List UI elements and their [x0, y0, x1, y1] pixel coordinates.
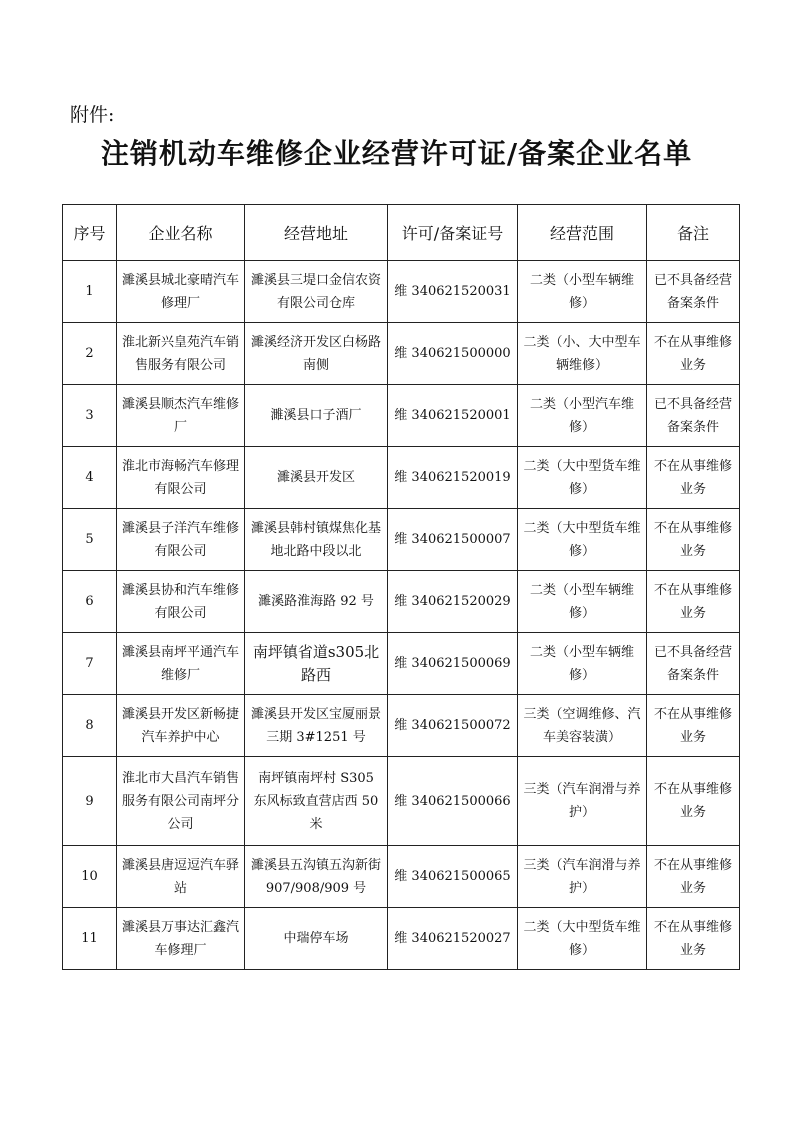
cell-name: 濉溪县开发区新畅捷汽车养护中心 [117, 695, 245, 757]
cell-name: 淮北市海畅汽车修理有限公司 [117, 447, 245, 509]
cell-license: 维 340621500065 [388, 846, 518, 908]
cell-address: 濉溪县五沟镇五沟新街 907/908/909 号 [245, 846, 388, 908]
table-row [63, 757, 740, 846]
column-header-no: 序号 [63, 205, 117, 261]
cell-license: 维 340621500066 [388, 757, 518, 846]
cell-scope: 三类（空调维修、汽车美容装潢） [518, 695, 647, 757]
cell-license: 维 340621500069 [388, 633, 518, 695]
cell-license: 维 340621520029 [388, 571, 518, 633]
cell-license: 维 340621500007 [388, 509, 518, 571]
cell-no: 10 [63, 846, 117, 908]
cell-license: 维 340621520001 [388, 385, 518, 447]
cell-license: 维 340621500000 [388, 323, 518, 385]
cell-name: 濉溪县城北豪晴汽车修理厂 [117, 261, 245, 323]
cell-address: 濉溪县开发区宝厦丽景三期 3#1251 号 [245, 695, 388, 757]
cell-note: 已不具备经营备案条件 [647, 385, 740, 447]
table-row [63, 323, 740, 385]
cell-note: 不在从事维修业务 [647, 509, 740, 571]
cell-no: 3 [63, 385, 117, 447]
cell-no: 8 [63, 695, 117, 757]
cell-scope: 三类（汽车润滑与养护） [518, 757, 647, 846]
cell-license: 维 340621520019 [388, 447, 518, 509]
deregistration-table [62, 204, 740, 970]
cell-note: 已不具备经营备案条件 [647, 261, 740, 323]
cell-address: 濉溪县三堤口金信农资有限公司仓库 [245, 261, 388, 323]
cell-note: 不在从事维修业务 [647, 846, 740, 908]
column-header-scope: 经营范围 [518, 205, 647, 261]
attachment-label: 附件: [70, 104, 115, 126]
cell-name: 濉溪县唐逗逗汽车驿站 [117, 846, 245, 908]
cell-name: 濉溪县万事达汇鑫汽车修理厂 [117, 908, 245, 970]
cell-no: 4 [63, 447, 117, 509]
cell-scope: 二类（大中型货车维修） [518, 509, 647, 571]
table-row [63, 846, 740, 908]
cell-scope: 二类（小型汽车维修） [518, 385, 647, 447]
cell-scope: 二类（小型车辆维修） [518, 261, 647, 323]
cell-license: 维 340621520031 [388, 261, 518, 323]
cell-note: 不在从事维修业务 [647, 908, 740, 970]
cell-no: 9 [63, 757, 117, 846]
cell-name: 淮北新兴皇苑汽车销售服务有限公司 [117, 323, 245, 385]
cell-no: 5 [63, 509, 117, 571]
column-header-address: 经营地址 [245, 205, 388, 261]
cell-scope: 三类（汽车润滑与养护） [518, 846, 647, 908]
cell-address: 南坪镇省道s305北路西 [245, 633, 388, 695]
table-row [63, 571, 740, 633]
cell-no: 7 [63, 633, 117, 695]
cell-address: 濉溪县口子酒厂 [245, 385, 388, 447]
cell-scope: 二类（小、大中型车辆维修） [518, 323, 647, 385]
cell-no: 1 [63, 261, 117, 323]
table-row [63, 385, 740, 447]
cell-note: 不在从事维修业务 [647, 571, 740, 633]
table-row [63, 261, 740, 323]
table-row [63, 908, 740, 970]
cell-name: 濉溪县协和汽车维修有限公司 [117, 571, 245, 633]
cell-no: 11 [63, 908, 117, 970]
table-header-row [63, 205, 740, 261]
cell-scope: 二类（小型车辆维修） [518, 571, 647, 633]
cell-name: 濉溪县顺杰汽车维修厂 [117, 385, 245, 447]
cell-scope: 二类（大中型货车维修） [518, 908, 647, 970]
cell-scope: 二类（大中型货车维修） [518, 447, 647, 509]
column-header-name: 企业名称 [117, 205, 245, 261]
cell-note: 不在从事维修业务 [647, 757, 740, 846]
cell-note: 不在从事维修业务 [647, 323, 740, 385]
cell-no: 6 [63, 571, 117, 633]
cell-name: 淮北市大昌汽车销售服务有限公司南坪分公司 [117, 757, 245, 846]
table-row [63, 633, 740, 695]
cell-license: 维 340621520027 [388, 908, 518, 970]
cell-address: 濉溪路淮海路 92 号 [245, 571, 388, 633]
cell-note: 不在从事维修业务 [647, 695, 740, 757]
column-header-note: 备注 [647, 205, 740, 261]
table-row [63, 509, 740, 571]
cell-no: 2 [63, 323, 117, 385]
table-row [63, 447, 740, 509]
cell-address: 南坪镇南坪村 S305 东风标致直营店西 50 米 [245, 757, 388, 846]
cell-address: 中瑞停车场 [245, 908, 388, 970]
document-title: 注销机动车维修企业经营许可证/备案企业名单 [100, 137, 693, 170]
cell-address: 濉溪县开发区 [245, 447, 388, 509]
column-header-license: 许可/备案证号 [388, 205, 518, 261]
cell-license: 维 340621500072 [388, 695, 518, 757]
cell-scope: 二类（小型车辆维修） [518, 633, 647, 695]
table-row [63, 695, 740, 757]
cell-address: 濉溪经济开发区白杨路南侧 [245, 323, 388, 385]
cell-note: 已不具备经营备案条件 [647, 633, 740, 695]
cell-name: 濉溪县子洋汽车维修有限公司 [117, 509, 245, 571]
cell-name: 濉溪县南坪平通汽车维修厂 [117, 633, 245, 695]
cell-note: 不在从事维修业务 [647, 447, 740, 509]
cell-address: 濉溪县韩村镇煤焦化基地北路中段以北 [245, 509, 388, 571]
